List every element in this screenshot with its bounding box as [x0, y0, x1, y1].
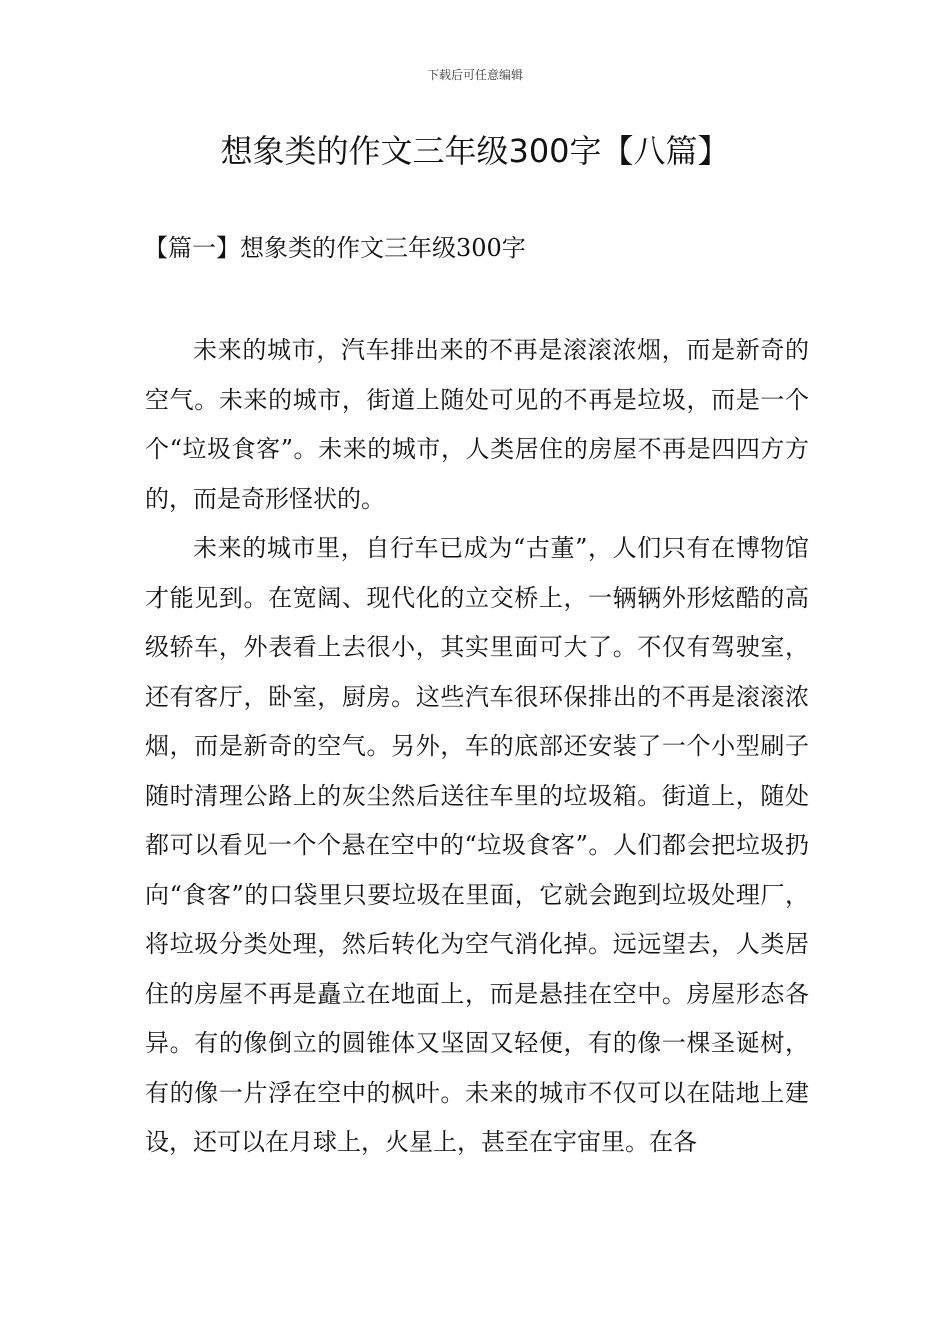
section-body — [145, 326, 809, 1168]
paragraph-2: 未来的城市里，自行车已成为“古董”，人们只有在博物馆才能见到。在宽阔、现代化的立交桥上，一辆辆外形炫酷的高级轿车，外表看上去很小，其实里面可大了。不仅有驾驶室，还有客厅，卧室，厨房。这些汽车很环保排出的不再是滚滚浓烟，而是新奇的空气。另外，车的底部还安装了一个小型刷子随时清理公路上的灰尘然后送往车里的垃圾箱。街道上，随处都可以看见一个个悬在空中的“垃圾食客”。人们都会把垃圾扔向“食客”的口袋里只要垃圾在里面，它就会跑到垃圾处理厂，将垃圾分类处理，然后转化为空气消化掉。远远望去，人类居住的房屋不再是矗立在地面上，而是悬挂在空中。房屋形态各异。有的像倒立的圆锥体又坚固又轻便，有的像一棵圣诞树，有的像一片浮在空中的枫叶。未来的城市不仅可以在陆地上建设，还可以在月球上，火星上，甚至在宇宙里。在各 — [145, 534, 809, 1156]
section-heading: 【篇一】想象类的作文三年级300字 — [144, 234, 526, 262]
paragraph-1: 未来的城市，汽车排出来的不再是滚滚浓烟，而是新奇的空气。未来的城市，街道上随处可见的不再是垃圾，而是一个个“垃圾食客”。未来的城市，人类居住的房屋不再是四四方方的，而是奇形怪状的。 — [145, 336, 809, 513]
header-note: 下载后可任意编辑 — [426, 68, 523, 82]
document-title: 想象类的作文三年级300字【八篇】 — [220, 132, 730, 170]
